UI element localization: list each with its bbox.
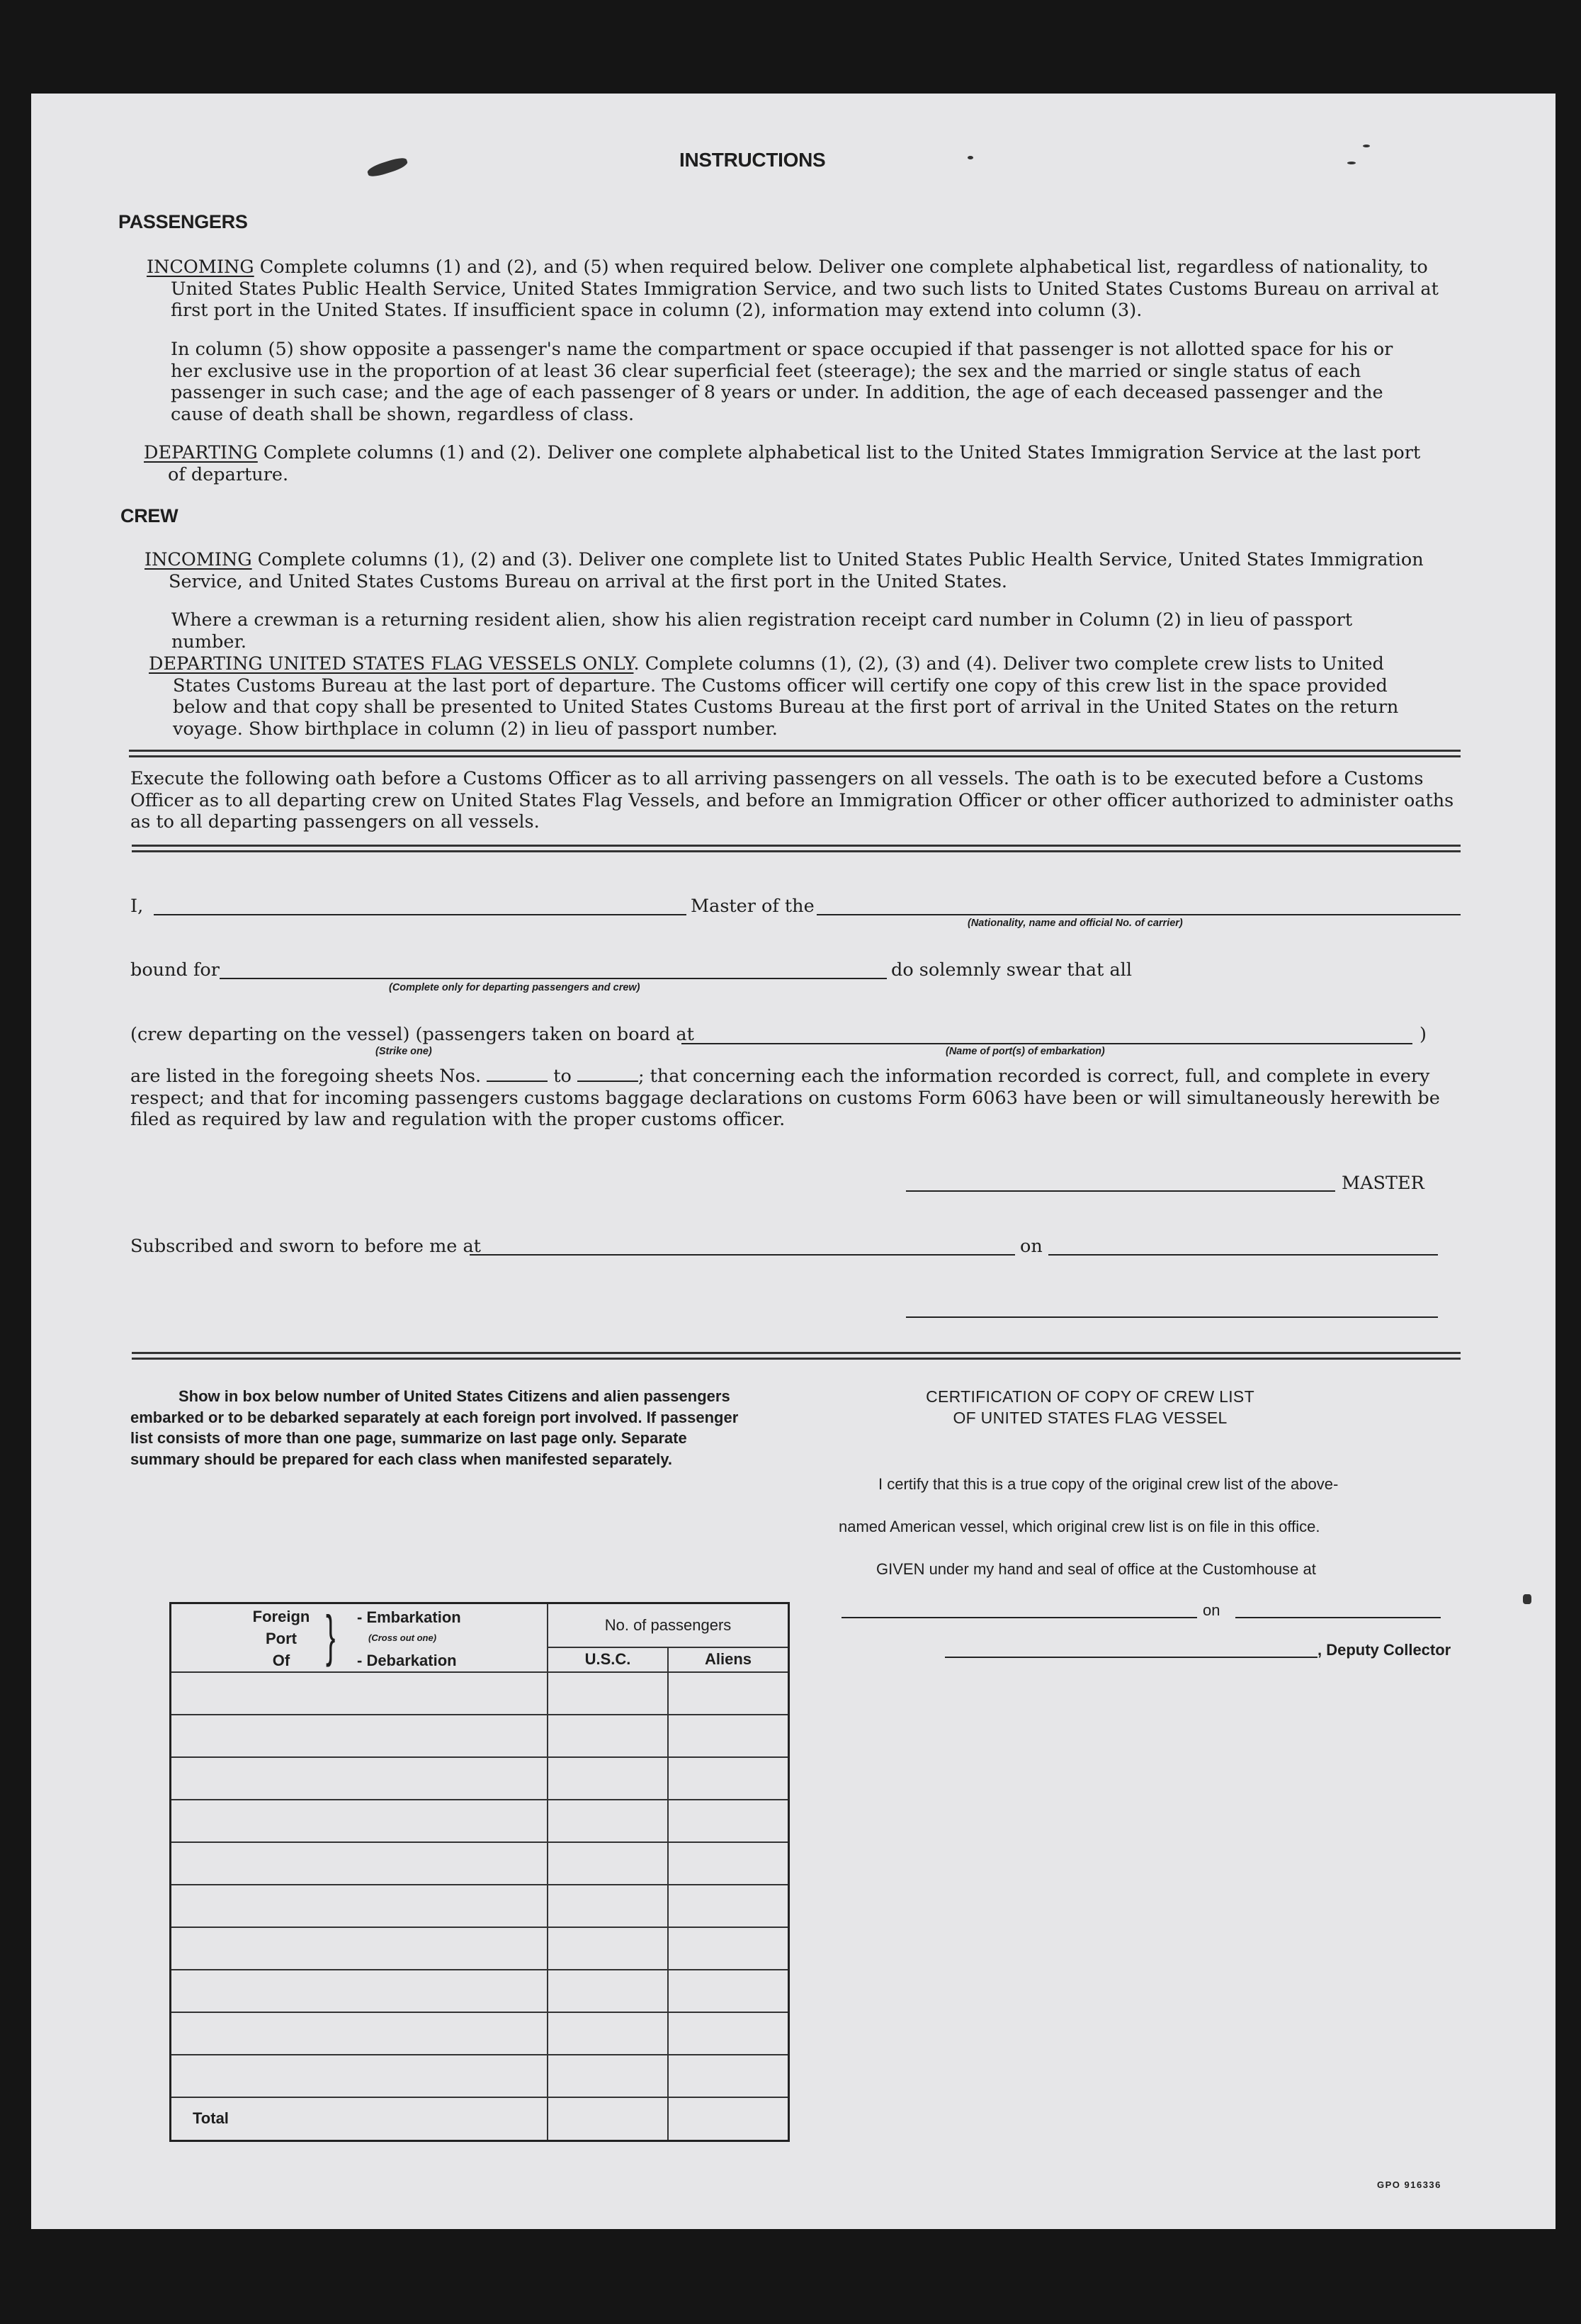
sworn-date-field[interactable] [1048,1254,1438,1256]
certification-title-line1: CERTIFICATION OF COPY OF CREW LIST [926,1387,1254,1406]
sheets-paragraph [130,1066,1462,1131]
section-divider [132,845,1461,852]
aliens-total-cell[interactable] [668,2097,789,2141]
aliens-cell[interactable] [668,1970,789,2012]
aliens-cell[interactable] [668,1885,789,1927]
crew-departing-paragraph [149,653,1438,740]
usc-cell[interactable] [548,1757,668,1800]
aliens-cell[interactable] [668,2055,789,2097]
aliens-header-cell: Aliens [668,1647,789,1672]
embarkation-port-field[interactable] [681,1043,1412,1044]
crew-incoming-text: Complete columns (1), (2) and (3). Deliver one complete list to United States Public Health Service, United States Immigration Service, and United States Customs Bureau on arrival at the first port in the United States. [169,549,1424,592]
oath-intro-paragraph: Execute the following oath before a Customs Officer as to all arriving passengers on all vessels. The oath is to be executed before a Customs Officer as to all departing crew on United States Flag Vessels, and before an Immigration Officer or other officer authorized to administer oaths as to all departing passengers on all vessels. [130,768,1454,833]
destination-caption: (Complete only for departing passengers and crew) [389,982,640,993]
bound-for-label: bound for [130,959,220,981]
section-divider [129,750,1461,757]
crew-resident-paragraph: Where a crewman is a returning resident alien, show his alien registration receipt card number in Column (2) in lieu of passport number. [171,609,1353,653]
port-cell[interactable] [171,2012,548,2055]
passenger-summary-table [169,1602,790,2142]
sheets-text-b: ; that concerning each the information recorded is correct, full, and complete in every respect; and that for incoming passengers customs baggage declarations on customs Form 6063 have been or will simultaneously herewith be filed as required by law and regulation with the proper customs officer. [130,1066,1440,1130]
port-header-line1: Foreign [252,1608,310,1625]
usc-cell[interactable] [548,2055,668,2097]
sheets-to-label: to [553,1066,572,1087]
sworn-location-field[interactable] [470,1254,1015,1256]
sworn-on-label: on [1020,1236,1043,1257]
destination-field[interactable] [220,978,887,979]
certify-line2: named American vessel, which original crew list is on file in this office. [839,1518,1320,1535]
passengers-departing-label: DEPARTING [144,442,258,463]
oath-i-label: I, [130,896,144,917]
swear-label: do solemnly swear that all [891,959,1132,981]
crew-incoming-paragraph [144,549,1436,592]
port-header-line2: Port [266,1630,297,1647]
closing-paren: ) [1420,1024,1427,1045]
brace-symbol: } [326,1604,336,1667]
master-label: MASTER [1342,1173,1424,1194]
certification-title-line2: OF UNITED STATES FLAG VESSEL [953,1409,1228,1427]
port-cell[interactable] [171,1885,548,1927]
crew-departing-label: DEPARTING UNITED STATES FLAG VESSELS ONLY [149,653,634,675]
port-header-cell [171,1603,548,1672]
total-label-cell: Total [171,2097,548,2141]
port-cell[interactable] [171,1757,548,1800]
aliens-cell[interactable] [668,1757,789,1800]
scan-mark [968,156,973,159]
strike-caption: (Strike one) [375,1046,432,1057]
crew-incoming-label: INCOMING [144,549,252,570]
aliens-cell[interactable] [668,2012,789,2055]
crew-departing-text: . Complete columns (1), (2), (3) and (4). Deliver two complete crew lists to United States Customs Bureau at the last port of departure. The Customs officer will certify one copy of this crew list in the space provided below and that copy shall be presented to United States Customs Bureau at the first port of arrival in the United States on the return voyage. Show birthplace in column (2) in lieu of passport number. [173,653,1399,740]
usc-cell[interactable] [548,2012,668,2055]
aliens-cell[interactable] [668,1672,789,1715]
passengers-column5-paragraph: In column (5) show opposite a passenger's name the compartment or space occupied if that passenger is not allotted space for his or her exclusive use in the proportion of at least 36 clear superficial feet (steerage); the sex and the married or single status of each passenger in such case; and the age of each passenger of 8 years or under. In addition, the age of each deceased passenger and the cause of death shall be shown, regardless of class. [171,339,1393,425]
form-sheet [31,94,1556,2229]
usc-header-cell: U.S.C. [548,1647,668,1672]
subscribed-label: Subscribed and sworn to before me at [130,1236,481,1257]
aliens-cell[interactable] [668,1715,789,1757]
section-divider [132,1352,1461,1360]
aliens-cell[interactable] [668,1927,789,1970]
footer-code: GPO 916336 [1377,2179,1441,2190]
deputy-collector-label: , Deputy Collector [1318,1641,1451,1659]
port-cell[interactable] [171,1715,548,1757]
page-title: INSTRUCTIONS [679,149,826,171]
sheets-text-a: are listed in the foregoing sheets Nos. [130,1066,482,1087]
deputy-signature-field[interactable] [945,1657,1318,1658]
embarkation-label: - Embarkation [357,1608,461,1626]
carrier-caption: (Nationality, name and official No. of carrier) [968,918,1183,929]
cert-date-field[interactable] [1235,1617,1441,1618]
summary-instructions: Show in box below number of United States Citizens and alien passengers embarked or to be debarked separately at each foreign port involved. If passenger list consists of more than one page, summarize on last page only. Separate summary should be prepared for each class when manifested separately. [130,1387,739,1468]
officer-signature-field[interactable] [906,1316,1438,1318]
master-name-field[interactable] [154,914,686,915]
sheet-from-field[interactable] [487,1081,548,1082]
port-cell[interactable] [171,1842,548,1885]
port-cell[interactable] [171,1927,548,1970]
usc-cell[interactable] [548,1715,668,1757]
certify-line3: GIVEN under my hand and seal of office at the Customhouse at [876,1560,1316,1578]
port-cell[interactable] [171,2055,548,2097]
port-cell[interactable] [171,1970,548,2012]
passengers-header-cell: No. of passengers [548,1603,789,1647]
cert-on-label: on [1203,1601,1220,1619]
debarkation-label: - Debarkation [357,1652,457,1669]
customhouse-field[interactable] [842,1617,1197,1618]
master-signature-field[interactable] [906,1190,1335,1192]
master-of-label: Master of the [691,896,815,917]
passengers-incoming-paragraph [147,256,1439,322]
certify-line1: I certify that this is a true copy of the original crew list of the above- [878,1475,1339,1493]
sheet-to-field[interactable] [577,1081,638,1082]
usc-cell[interactable] [548,1672,668,1715]
usc-cell[interactable] [548,1885,668,1927]
usc-cell[interactable] [548,1970,668,2012]
aliens-cell[interactable] [668,1800,789,1842]
usc-cell[interactable] [548,1800,668,1842]
cross-out-caption: (Cross out one) [368,1632,437,1643]
scan-mark [1363,145,1370,147]
passengers-departing-text: Complete columns (1) and (2). Deliver one complete alphabetical list to the United States Immigration Service at the last port of departure. [168,442,1421,485]
scan-mark [1347,162,1356,164]
passengers-departing-paragraph [144,442,1439,485]
crew-heading: CREW [120,505,178,526]
scan-mark [366,155,409,179]
port-cell[interactable] [171,1672,548,1715]
usc-cell[interactable] [548,1927,668,1970]
carrier-field[interactable] [817,914,1461,915]
port-cell[interactable] [171,1800,548,1842]
passengers-heading: PASSENGERS [118,211,248,232]
port-header-line3: Of [272,1652,290,1669]
ports-caption: (Name of port(s) of embarkation) [946,1046,1105,1057]
usc-cell[interactable] [548,1842,668,1885]
passengers-incoming-label: INCOMING [147,256,254,278]
aliens-cell[interactable] [668,1842,789,1885]
usc-total-cell[interactable] [548,2097,668,2141]
passengers-incoming-text: Complete columns (1) and (2), and (5) when required below. Deliver one complete alphabetical list, regardless of nationality, to United States Public Health Service, United States Immigration Service, and two such lists to United States Customs Bureau on arrival at first port in the United States. If insufficient space in column (2), information may extend into column (3). [171,256,1439,321]
port-header-label [242,1606,320,1671]
crew-passengers-label: (crew departing on the vessel) (passengers taken on board at [130,1024,694,1045]
scan-mark [1523,1594,1531,1604]
certification-title [839,1386,1342,1428]
